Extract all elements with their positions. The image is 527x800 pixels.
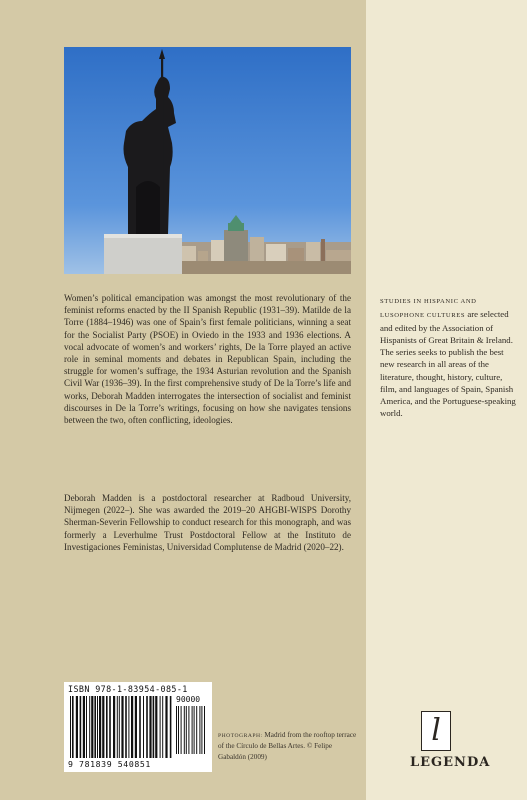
- logo-letter: l: [431, 713, 441, 748]
- barcode-bar: [162, 696, 163, 758]
- barcode-bar: [83, 696, 85, 758]
- price-code: 90000: [176, 695, 201, 704]
- isbn-label: ISBN 978-1-83954-085-1: [68, 684, 188, 694]
- barcode-bar: [176, 706, 177, 754]
- barcode-bar: [201, 706, 202, 754]
- barcode-bar: [199, 706, 200, 754]
- barcode-bar: [131, 696, 133, 758]
- author-biography: Deborah Madden is a postdoctoral researcher at Radboud University, Nijmegen (2022–). She was awarded the 2019–20 AHGBI-WISPS Dorothy Sherman-Severin Fellowship to conduct research for this monograph, and was formerly a Leverhulme Trust Postdoctoral Fellow at the Instituto de Investigaciones Feministas, Universidad Complutense de Madrid (2020–22).: [64, 493, 351, 552]
- barcode-bar: [86, 696, 87, 758]
- barcode-bar: [125, 696, 127, 758]
- barcode-bar: [94, 696, 96, 758]
- barcode-bar: [196, 706, 197, 754]
- barcode-bar: [181, 706, 182, 754]
- barcode-bar: [143, 696, 144, 758]
- barcode-bar: [192, 706, 193, 754]
- barcode-digits: 9 781839 540851: [68, 759, 151, 769]
- price-barcode-bars: [176, 706, 206, 754]
- barcode-bar: [188, 706, 189, 754]
- barcode-bar: [139, 696, 141, 758]
- barcode-bar: [99, 696, 101, 758]
- barcode-bar: [165, 696, 167, 758]
- barcode-bar: [184, 706, 185, 754]
- barcode-bar: [80, 696, 82, 758]
- barcode-bar: [72, 696, 74, 758]
- cover-photograph: [64, 47, 351, 274]
- series-description: [380, 294, 520, 419]
- photo-credit-text: Madrid from the rooftop terrace of the Círculo de Bellas Artes. © Felipe Gabaldón (2009): [218, 731, 357, 761]
- publisher-name: LEGENDA: [410, 755, 491, 770]
- barcode-bar: [149, 696, 151, 758]
- barcode-bar: [97, 696, 98, 758]
- barcode-bar: [91, 696, 93, 758]
- barcode-bar: [119, 696, 120, 758]
- photo-credit-label: PHOTOGRAPH:: [218, 733, 263, 739]
- barcode-bar: [204, 706, 205, 754]
- series-name: STUDIES IN HISPANIC AND LUSOPHONE CULTURES: [380, 298, 477, 320]
- barcode-bar: [146, 696, 148, 758]
- barcode-bar: [153, 696, 155, 758]
- barcode-bar: [155, 696, 157, 758]
- barcode-bar: [186, 706, 187, 754]
- barcode-bar: [194, 706, 195, 754]
- barcode-bar: [128, 696, 129, 758]
- barcode-bar: [160, 696, 161, 758]
- book-description: Women’s political emancipation was amongst the most revolutionary of the feminist reforms enacted by the II Spanish Republic (1931–39). Matilde de la Torre (1884–1946) was one of Spain’s first female politicians, winning a seat for the Socialist Party (PSOE) in Oviedo in the 1933 and 1936 elections. A vocal advocate of women’s and workers’ rights, De la Torre played an active role in seminal moments and debates in Republican Spain, including the struggle for women’s suffrage, the 1934 Asturian revolution and the Spanish Civil War (1936–39). In the first comprehensive study of De la Torre’s life and works, Deborah Madden interrogates the intersection of socialist and feminist discourses in De la Torre’s writings, focusing on how she navigates tensions between the two, often conflicting, ideologies.: [64, 293, 351, 426]
- barcode-bar: [170, 696, 172, 758]
- photo-credit: [218, 730, 358, 762]
- barcode-bar: [70, 696, 71, 758]
- barcode-bar: [89, 696, 90, 758]
- legenda-logo-icon: [421, 711, 451, 751]
- madrid-rooftop-image: [64, 47, 351, 274]
- barcode-bar: [109, 696, 111, 758]
- isbn-barcode: [64, 682, 212, 772]
- barcode-bar: [106, 696, 108, 758]
- barcode-bar: [102, 696, 104, 758]
- barcode-bar: [178, 706, 179, 754]
- barcode-bar: [135, 696, 137, 758]
- series-text: are selected and edited by the Association of Hispanists of Great Britain & Ireland. The series seeks to publish the best new research in all areas of the literature, thought, history, culture, film, and languages of Spain, Spanish America, and the Portuguese-speaking world.: [380, 309, 516, 418]
- barcode-bar: [113, 696, 115, 758]
- barcode-bar: [121, 696, 123, 758]
- barcode-bar: [76, 696, 78, 758]
- barcode-bar: [117, 696, 118, 758]
- ean-barcode-bars: [70, 696, 172, 758]
